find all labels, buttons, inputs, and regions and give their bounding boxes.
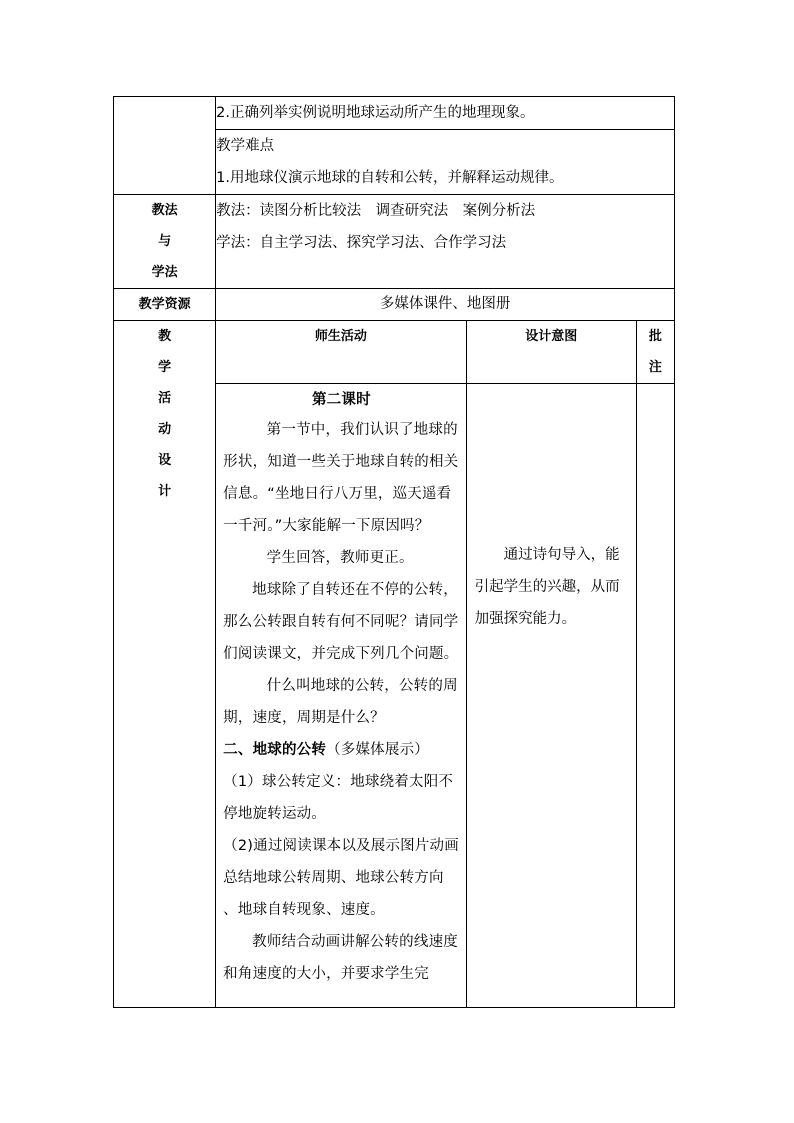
section-heading: [223, 734, 459, 766]
objectives-cell: [216, 97, 675, 130]
notes-header-cell: [636, 321, 674, 384]
difficulty-heading: 教学难点: [216, 138, 275, 154]
methods-label-3: 学法: [151, 265, 178, 280]
activity-header-row: [114, 321, 675, 384]
lesson-title: 第二课时: [311, 391, 371, 408]
intent-header: 设计意图: [525, 329, 578, 344]
lesson-plan-table: [113, 96, 675, 1008]
notes-cell: [636, 384, 674, 1008]
activity-paragraph-1: 第一节中，我们认识了地球的形状，知道一些关于地球自转的相关信息。“坐地日行八万里，巡天遥看一千河。”大家能解一下原因吗？: [223, 422, 459, 534]
activities-header-cell: [216, 321, 466, 384]
intent-cell: [466, 384, 636, 1008]
resources-label-cell: [114, 289, 216, 321]
objectives-label-cell: [114, 97, 216, 195]
design-intent-text: 通过诗句导入，能引起学生的兴趣，从而加强探究能力。: [474, 547, 620, 627]
activity-label-char-4: 动: [158, 422, 172, 437]
activity-paragraph-3: 地球除了自转还在不停的公转，那么公转跟自转有何不同呢？请同学们阅读课文，并完成下列几个问题。: [223, 582, 459, 662]
learning-methods: 学法：自主学习法、探究学习法、合作学习法: [216, 235, 507, 251]
activity-item-2: （2)通过阅读课本以及展示图片动画总结地球公转周期、地球公转方向 、地球自转现象、速度。: [223, 838, 459, 918]
activity-label-char-3: 活: [158, 391, 172, 406]
resources-cell: [216, 289, 675, 321]
objective-line-2: 2.正确列举实例说明地球运动所产生的地理现象。: [216, 105, 535, 121]
resources-value: 多媒体课件、地图册: [379, 296, 511, 312]
methods-row: [114, 195, 675, 289]
section-note: （多媒体展示）: [326, 742, 429, 758]
activity-paragraph-2: 学生回答，教师更正。: [266, 550, 414, 566]
difficulty-cell: [216, 130, 675, 195]
methods-cell: [216, 195, 675, 289]
section-title: 二、地球的公转: [223, 742, 327, 758]
notes-header-char-1: 批: [648, 329, 662, 344]
activity-closing: 教师结合动画讲解公转的线速度和角速度的大小，并要求学生完: [223, 934, 458, 982]
activity-item-1: （1）球公转定义：地球绕着太阳不停地旋转运动。: [223, 774, 454, 822]
activities-cell: [216, 384, 466, 1008]
activity-label-char-5: 设: [158, 453, 172, 468]
intent-header-cell: [466, 321, 636, 384]
resources-row: [114, 289, 675, 321]
activity-paragraph-4: 什么叫地球的公转，公转的周期，速度，周期是什么？: [223, 678, 458, 726]
activity-label-char-6: 计: [158, 484, 172, 499]
notes-header-char-2: 注: [648, 360, 662, 375]
objectives-row: [114, 97, 675, 130]
difficulty-line-1: 1.用地球仪演示地球的自转和公转，并解释运动规律。: [216, 170, 564, 186]
methods-label-1: 教法: [151, 203, 178, 218]
teaching-methods: 教法：读图分析比较法 调查研究法 案例分析法: [216, 203, 536, 219]
activity-label-cell: [114, 321, 216, 1008]
resources-label: 教学资源: [138, 297, 191, 312]
activity-label-char-2: 学: [158, 360, 172, 375]
methods-label-cell: [114, 195, 216, 289]
activities-header: 师生活动: [314, 329, 367, 344]
activity-label-char-1: 教: [158, 329, 172, 344]
methods-label-2: 与: [158, 234, 172, 249]
